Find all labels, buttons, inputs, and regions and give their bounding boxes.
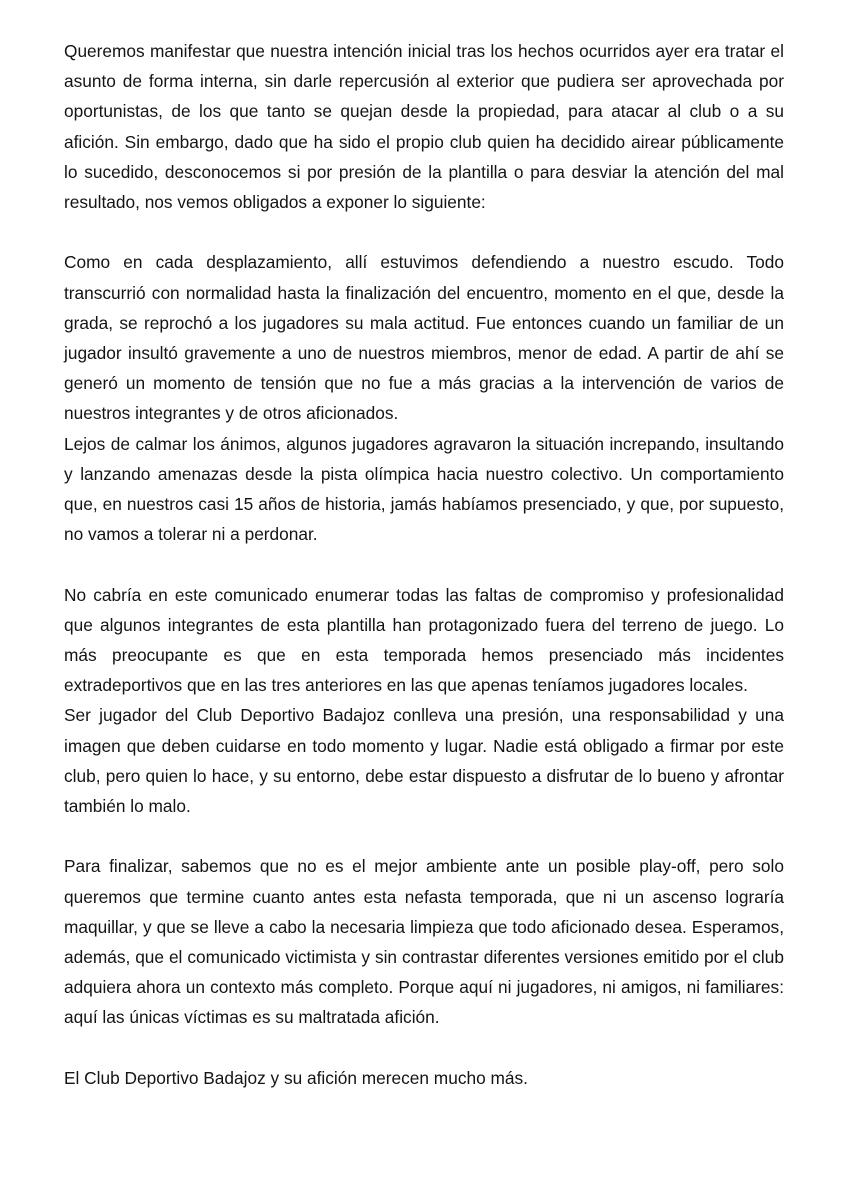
paragraph-gap [64, 1033, 784, 1063]
paragraph-gap [64, 217, 784, 247]
paragraph-events: Como en cada desplazamiento, allí estuvimos defendiendo a nuestro escudo. Todo transcurrió con normalidad hasta la finalización del encuentro, momento en el que, desde la grada, se reprochó a los jugadores su mala actitud. Fue entonces cuando un familiar de un jugador insultó gravemente a uno de nuestros miembros, menor de edad. A partir de ahí se generó un momento de tensión que no fue a más gracias a la intervención de varios de nuestros integrantes y de otros aficionados. [64, 252, 784, 424]
paragraph-intro: Queremos manifestar que nuestra intención inicial tras los hechos ocurridos ayer era tratar el asunto de forma interna, sin darle repercusión al exterior que pudiera ser aprovechada por oportunistas, de los que tanto se quejan desde la propiedad, para atacar al club o a su afición. Sin embargo, dado que ha sido el propio club quien ha decidido airear públicamente lo sucedido, desconocemos si por presión de la plantilla o para desviar la atención del mal resultado, nos vemos obligados a exponer lo siguiente: [64, 41, 784, 213]
paragraph-players-reaction: Lejos de calmar los ánimos, algunos jugadores agravaron la situación increpando, insultando y lanzando amenazas desde la pista olímpica hacia nuestro colectivo. Un comportamiento que, en nuestros casi 15 años de historia, jamás habíamos presenciado, y que, por supuesto, no vamos a tolerar ni a perdonar. [64, 433, 784, 545]
paragraph-gap [64, 821, 784, 851]
paragraph-gap [64, 549, 784, 579]
paragraph-responsibility: Ser jugador del Club Deportivo Badajoz conlleva una presión, una responsabilidad y una imagen que deben cuidarse en todo momento y lugar. Nadie está obligado a firmar por este club, pero quien lo hace, y su entorno, debe estar dispuesto a disfrutar de lo bueno y afrontar también lo malo. [64, 705, 784, 817]
paragraph-closing: El Club Deportivo Badajoz y su afición merecen mucho más. [64, 1067, 528, 1088]
paragraph-conclusion: Para finalizar, sabemos que no es el mejor ambiente ante un posible play-off, pero solo queremos que termine cuanto antes esta nefasta temporada, que ni un ascenso lograría maquillar, y que se lleve a cabo la necesaria limpieza que todo aficionado desea. Esperamos, además, que el comunicado victimista y sin contrastar diferentes versiones emitido por el club adquiera ahora un contexto más completo. Porque aquí ni jugadores, ni amigos, ni familiares: aquí las únicas víctimas es su maltratada afición. [64, 856, 784, 1028]
paragraph-commitment: No cabría en este comunicado enumerar todas las faltas de compromiso y profesionalidad que algunos integrantes de esta plantilla han protagonizado fuera del terreno de juego. Lo más preocupante es que en esta temporada hemos presenciado más incidentes extradeportivos que en las tres anteriores en las que apenas teníamos jugadores locales. [64, 584, 784, 696]
